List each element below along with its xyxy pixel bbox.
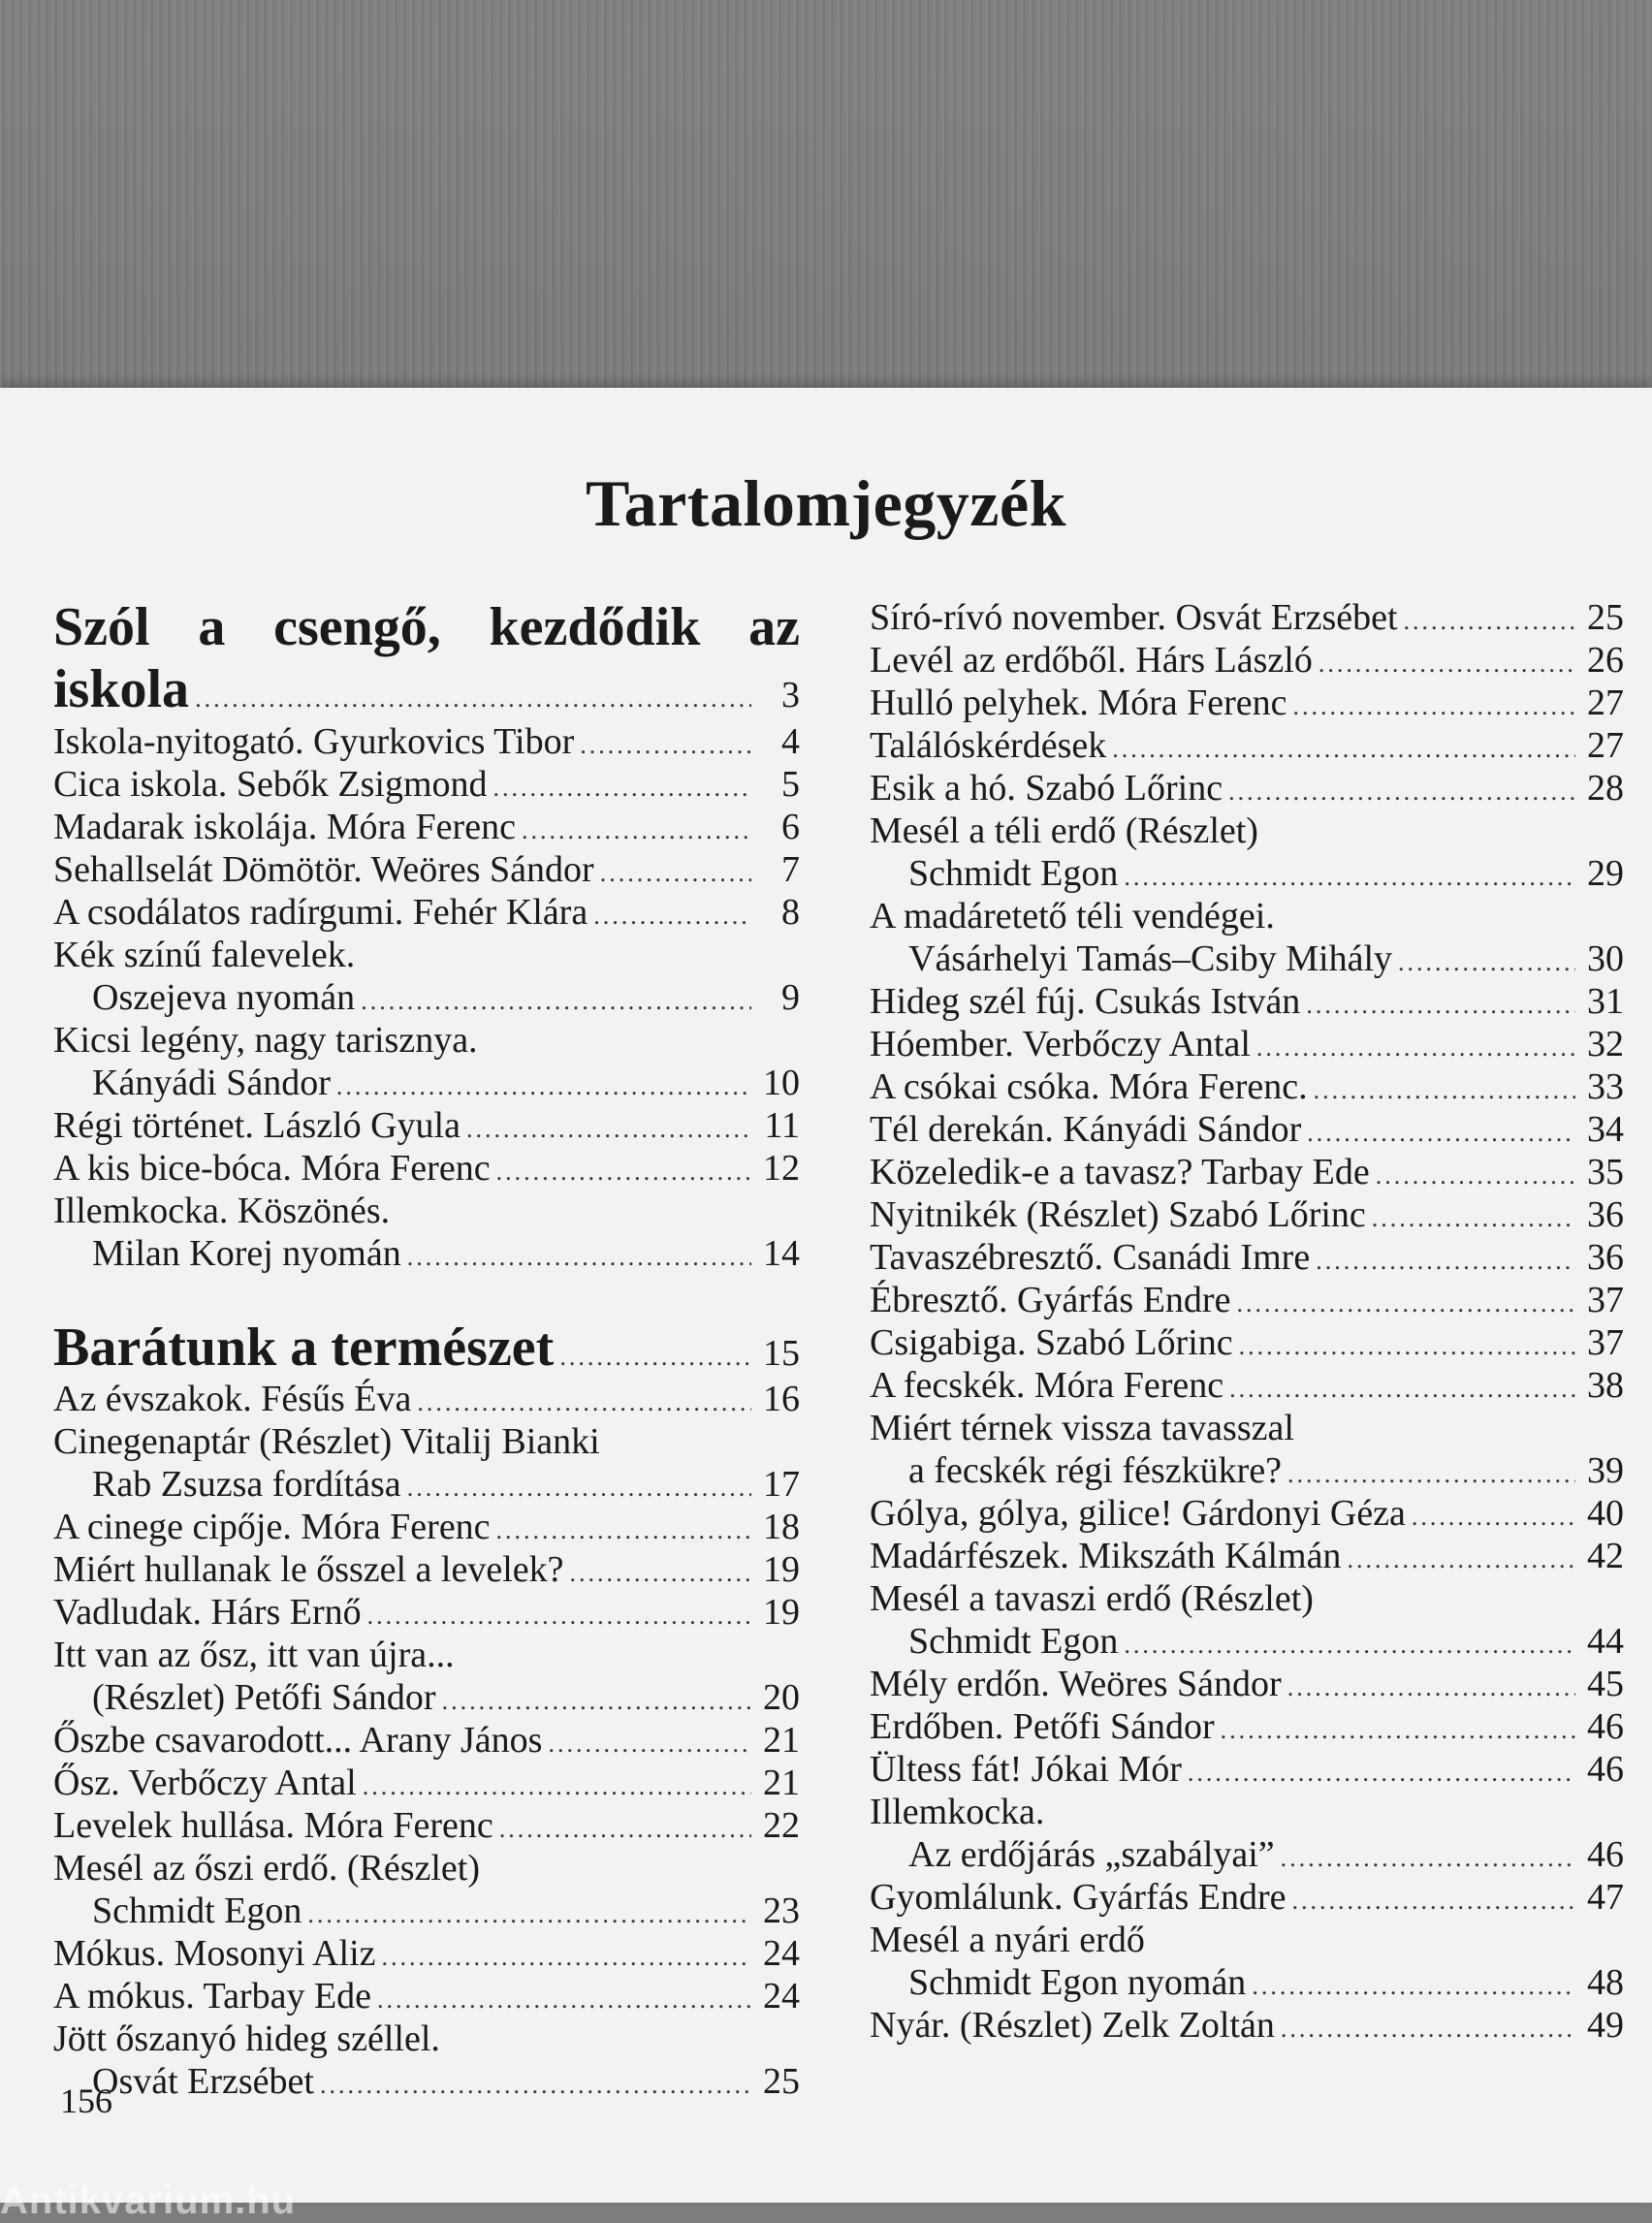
entry-title: Levelek hullása. Móra Ferenc (53, 1805, 493, 1846)
entry-title: Az erdőjárás „szabályai” (908, 1834, 1275, 1875)
dot-leader (1236, 1283, 1575, 1325)
toc-entry (870, 2004, 1624, 2047)
section-heading-2 (53, 1318, 800, 1378)
toc-entry (53, 976, 800, 1019)
entry-title: Erdőben. Petőfi Sándor (870, 1706, 1215, 1747)
dot-leader (496, 1509, 751, 1552)
entry-title: Találóskérdések (870, 725, 1107, 766)
page-number: 19 (763, 1592, 800, 1633)
toc-entry (53, 1676, 800, 1719)
entry-title: Schmidt Egon nyomán (908, 1962, 1247, 2003)
dot-leader (496, 1151, 751, 1193)
page-number: 30 (1587, 938, 1624, 979)
entry-title: Nyitnikék (Részlet) Szabó Lőrinc (870, 1194, 1366, 1235)
dot-leader (1229, 1368, 1575, 1411)
toc-entry (870, 767, 1624, 810)
toc-entry (870, 1620, 1624, 1663)
page-number: 22 (763, 1805, 800, 1846)
page-number: 33 (1587, 1066, 1624, 1107)
section-heading-1-line1 (53, 596, 800, 658)
toc-entry (53, 763, 800, 806)
toc-entry (53, 1104, 800, 1147)
page-title: Tartalomjegyzék (586, 466, 1066, 540)
entry-title: Madárfészek. Mikszáth Kálmán (870, 1536, 1342, 1576)
page-number: 24 (763, 1933, 800, 1974)
page-number: 3 (781, 675, 800, 715)
toc-entry (870, 1151, 1624, 1193)
entry-title: Rab Zsuzsa fordítása (92, 1464, 401, 1505)
dot-leader (580, 724, 751, 767)
entry-title: A fecskék. Móra Ferenc (870, 1365, 1224, 1406)
dot-leader (195, 678, 751, 720)
toc-entry-line: Kék színű falevelek. (53, 935, 356, 975)
entry-title: Schmidt Egon (908, 853, 1119, 894)
dot-leader (407, 1236, 751, 1279)
dot-leader (336, 1065, 751, 1108)
page-number: 17 (763, 1464, 800, 1505)
dot-leader (1188, 1752, 1575, 1794)
entry-title: A csókai csóka. Móra Ferenc. (870, 1066, 1308, 1107)
page-number: 16 (763, 1379, 800, 1419)
page-number: 11 (764, 1105, 800, 1146)
toc-entry (53, 1232, 800, 1275)
dot-leader (570, 1552, 751, 1595)
heading-word: Szól (53, 597, 150, 657)
entry-title: Schmidt Egon (92, 1890, 302, 1931)
page-number: 8 (781, 892, 800, 933)
entry-title: Csigabiga. Szabó Lőrinc (870, 1322, 1233, 1363)
toc-entry (870, 1321, 1624, 1364)
dot-leader (307, 1893, 751, 1936)
entry-title: Az évszakok. Fésűs Éva (53, 1379, 412, 1419)
page-number: 48 (1587, 1962, 1624, 2003)
toc-entry (870, 1236, 1624, 1279)
dot-leader (1221, 1709, 1575, 1752)
dot-leader (1293, 685, 1575, 728)
toc-entry (53, 1378, 800, 1420)
dot-leader (1124, 856, 1575, 899)
toc-entry-line: Mesél a tavaszi erdő (Részlet) (870, 1578, 1314, 1619)
page-number: 25 (763, 2061, 800, 2102)
entry-title: Mély erdőn. Weöres Sándor (870, 1664, 1282, 1704)
dot-leader (1372, 1197, 1575, 1240)
toc-entry-line: Illemkocka. (870, 1792, 1045, 1832)
entry-title: Osvát Erzsébet (92, 2061, 314, 2102)
toc-list-section-2 (53, 1378, 800, 2103)
toc-entry (870, 852, 1624, 895)
page-number: 10 (763, 1063, 800, 1103)
toc-entry (53, 2060, 800, 2103)
entry-title: Hideg szél fúj. Csukás István (870, 981, 1301, 1022)
entry-title: A mókus. Tarbay Ede (53, 1976, 372, 2017)
page-number: 47 (1587, 1877, 1624, 1918)
section-heading-1-line2 (53, 658, 800, 720)
entry-title: Iskola-nyitogató. Gyurkovics Tibor (53, 721, 575, 762)
entry-title: Milan Korej nyomán (92, 1233, 401, 1274)
page-number: 46 (1587, 1834, 1624, 1875)
toc-entry (870, 1449, 1624, 1492)
entry-title: (Részlet) Petőfi Sándor (92, 1677, 436, 1718)
toc-entry-line: Jött őszanyó hideg széllel. (53, 2018, 440, 2059)
entry-title: Oszejeva nyomán (92, 977, 356, 1018)
dot-leader (1281, 1837, 1575, 1880)
page-number: 31 (1587, 981, 1624, 1022)
toc-entry (870, 1961, 1624, 2004)
page-number: 44 (1587, 1621, 1624, 1662)
toc-list-section-3 (870, 596, 1624, 2047)
dot-leader (1347, 1539, 1575, 1581)
page-number: 40 (1587, 1493, 1624, 1534)
entry-title: Síró-rívó november. Osvát Erzsébet (870, 597, 1398, 638)
toc-entry-line: Miért térnek vissza tavasszal (870, 1408, 1294, 1448)
toc-entry (53, 1463, 800, 1506)
dot-leader (593, 895, 751, 937)
dot-leader (559, 1327, 751, 1387)
entry-title: Vadludak. Hárs Ernő (53, 1592, 362, 1633)
toc-entry (870, 1108, 1624, 1151)
page-number: 18 (763, 1507, 800, 1547)
dot-leader (1412, 1496, 1575, 1539)
toc-entry (870, 1705, 1624, 1748)
page-number: 36 (1587, 1237, 1624, 1278)
page-number: 6 (781, 807, 800, 847)
toc-entry (870, 1279, 1624, 1321)
toc-entry (870, 1193, 1624, 1236)
entry-title: Cica iskola. Sebők Zsigmond (53, 764, 488, 805)
dot-leader (493, 767, 751, 810)
toc-entry-line: Kicsi legény, nagy tarisznya. (53, 1020, 478, 1061)
entry-title: Sehallselát Dömötör. Weöres Sándor (53, 849, 594, 890)
page-number: 28 (1587, 768, 1624, 809)
page-number: 29 (1587, 853, 1624, 894)
toc-entry (870, 1876, 1624, 1919)
page-number: 34 (1587, 1109, 1624, 1150)
dot-leader (1281, 2008, 1575, 2050)
page-number: 20 (763, 1677, 800, 1718)
toc-entry (870, 724, 1624, 767)
toc-entry (870, 1065, 1624, 1108)
dot-leader (1287, 1453, 1575, 1496)
toc-entry (53, 848, 800, 891)
page-number: 26 (1587, 640, 1624, 681)
dot-leader (1318, 643, 1575, 685)
page-number: 27 (1587, 725, 1624, 766)
toc-left-column (53, 596, 800, 2103)
entry-title: Esik a hó. Szabó Lőrinc (870, 768, 1223, 809)
toc-entry (870, 1023, 1624, 1065)
heading-word: csengő, (273, 597, 441, 657)
page-number: 45 (1587, 1664, 1624, 1704)
toc-entry (53, 1506, 800, 1548)
entry-title: A csodálatos radírgumi. Fehér Klára (53, 892, 588, 933)
background-surface (0, 0, 1652, 407)
page-number: 24 (763, 1976, 800, 2017)
toc-entry (870, 639, 1624, 682)
toc-entry (53, 1062, 800, 1104)
entry-title: Gyomlálunk. Gyárfás Endre (870, 1877, 1287, 1918)
dot-leader (1112, 728, 1575, 771)
dot-leader (600, 852, 751, 895)
dot-leader (1252, 1965, 1575, 2008)
toc-entry-line: Mesél az őszi erdő. (Részlet) (53, 1848, 480, 1889)
entry-title: a fecskék régi fészkükre? (908, 1450, 1283, 1491)
page-number: 7 (781, 849, 800, 890)
dot-leader (442, 1680, 751, 1723)
entry-title: Levél az erdőből. Hárs László (870, 640, 1313, 681)
page-number: 27 (1587, 683, 1624, 723)
dot-leader (1398, 941, 1575, 984)
dot-leader (1256, 1027, 1575, 1069)
heading-word: a (198, 597, 226, 657)
entry-title: A kis bice-bóca. Móra Ferenc (53, 1148, 491, 1189)
dot-leader (407, 1467, 751, 1509)
page-number: 5 (781, 764, 800, 805)
dot-leader (1306, 984, 1575, 1027)
entry-title: Kányádi Sándor (92, 1063, 331, 1103)
entry-title: Madarak iskolája. Móra Ferenc (53, 807, 516, 847)
dot-leader (499, 1808, 751, 1851)
section-heading-text: iskola (53, 659, 190, 719)
page-number: 21 (763, 1720, 800, 1761)
entry-title: Miért hullanak le ősszel a levelek? (53, 1549, 564, 1590)
entry-title: Ültess fát! Jókai Mór (870, 1749, 1182, 1790)
toc-list-section-1 (53, 720, 800, 1275)
entry-title: Őszbe csavarodott... Arany János (53, 1720, 543, 1761)
dot-leader (320, 2064, 751, 2107)
page-number: 21 (763, 1763, 800, 1803)
toc-entry-line: Mesél a téli erdő (Részlet) (870, 810, 1258, 851)
dot-leader (522, 810, 751, 852)
page-number: 25 (1587, 597, 1624, 638)
toc-entry-line: A madáretető téli vendégei. (870, 896, 1275, 937)
toc-entry (53, 806, 800, 848)
entry-title: Schmidt Egon (908, 1621, 1119, 1662)
toc-entry-line: Mesél a nyári erdő (870, 1920, 1145, 1960)
page-number: 35 (1587, 1152, 1624, 1192)
dot-leader (1314, 1069, 1575, 1112)
dot-leader (367, 1595, 751, 1637)
page-number: 37 (1587, 1280, 1624, 1320)
toc-entry (870, 1748, 1624, 1791)
toc-entry (53, 720, 800, 763)
page-number: 19 (763, 1549, 800, 1590)
toc-entry (870, 937, 1624, 980)
entry-title: A cinege cipője. Móra Ferenc (53, 1507, 491, 1547)
dot-leader (363, 1765, 751, 1808)
dot-leader (548, 1723, 751, 1765)
toc-entry (870, 596, 1624, 639)
entry-title: Gólya, gólya, gilice! Gárdonyi Géza (870, 1493, 1406, 1534)
toc-right-column (870, 596, 1624, 2047)
toc-entry (53, 1804, 800, 1847)
toc-entry (870, 1492, 1624, 1535)
page-number: 23 (763, 1890, 800, 1931)
entry-title: Nyár. (Részlet) Zelk Zoltán (870, 2005, 1275, 2046)
dot-leader (1287, 1667, 1575, 1709)
dot-leader (1404, 600, 1575, 643)
page-number: 9 (781, 977, 800, 1018)
dot-leader (1376, 1155, 1575, 1197)
dot-leader (1124, 1624, 1575, 1667)
entry-title: Ébresztő. Gyárfás Endre (870, 1280, 1231, 1320)
page-number: 14 (763, 1233, 800, 1274)
dot-leader (466, 1108, 751, 1151)
section-heading-text: Barátunk a természet (53, 1318, 555, 1378)
entry-title: Ősz. Verbőczy Antal (53, 1763, 357, 1803)
toc-entry-line: Illemkocka. Köszönés. (53, 1191, 391, 1231)
toc-entry (53, 1548, 800, 1591)
toc-entry-line: Cinegenaptár (Részlet) Vitalij Bianki (53, 1421, 600, 1462)
dot-leader (1316, 1240, 1575, 1283)
entry-title: Hóember. Verbőczy Antal (870, 1024, 1251, 1064)
folio-page-number: 156 (60, 2081, 112, 2120)
entry-title: Közeledik-e a tavasz? Tarbay Ede (870, 1152, 1370, 1192)
page-number: 42 (1587, 1536, 1624, 1576)
dot-leader (377, 1979, 751, 2021)
toc-entry (53, 1147, 800, 1190)
entry-title: Mókus. Mosonyi Aliz (53, 1933, 376, 1974)
toc-entry (53, 1975, 800, 2017)
page-number: 4 (781, 721, 800, 762)
toc-entry (53, 1762, 800, 1804)
page-number: 12 (763, 1148, 800, 1189)
dot-leader (417, 1381, 751, 1424)
toc-entry (870, 1833, 1624, 1876)
page-number: 46 (1587, 1749, 1624, 1790)
dot-leader (382, 1936, 751, 1979)
entry-title: Régi történet. László Gyula (53, 1105, 461, 1146)
page-number: 49 (1587, 2005, 1624, 2046)
entry-title: Tél derekán. Kányádi Sándor (870, 1109, 1302, 1150)
page-number: 37 (1587, 1322, 1624, 1363)
watermark: Antikvarium.hu (0, 2179, 297, 2222)
page-number: 32 (1587, 1024, 1624, 1064)
toc-entry (870, 1535, 1624, 1577)
dot-leader (1228, 771, 1575, 813)
toc-entry (870, 682, 1624, 724)
toc-entry (53, 1591, 800, 1634)
heading-word: kezdődik (489, 597, 701, 657)
toc-entry (53, 891, 800, 934)
toc-entry (870, 1663, 1624, 1705)
page-number: 46 (1587, 1706, 1624, 1747)
page-number: 39 (1587, 1450, 1624, 1491)
dot-leader (1292, 1880, 1576, 1922)
toc-entry (870, 980, 1624, 1023)
dot-leader (1239, 1325, 1575, 1368)
toc-entry (53, 1719, 800, 1762)
heading-word: az (748, 597, 800, 657)
toc-entry (870, 1364, 1624, 1407)
dot-leader (361, 980, 751, 1023)
page-number: 38 (1587, 1365, 1624, 1406)
toc-entry-line: Itt van az ősz, itt van újra... (53, 1635, 455, 1675)
toc-entry (53, 1932, 800, 1975)
entry-title: Vásárhelyi Tamás–Csiby Mihály (908, 938, 1393, 979)
dot-leader (1307, 1112, 1575, 1155)
page-number: 15 (763, 1333, 800, 1374)
entry-title: Hulló pelyhek. Móra Ferenc (870, 683, 1287, 723)
entry-title: Tavaszébresztő. Csanádi Imre (870, 1237, 1311, 1278)
toc-entry (53, 1890, 800, 1932)
page-number: 36 (1587, 1194, 1624, 1235)
